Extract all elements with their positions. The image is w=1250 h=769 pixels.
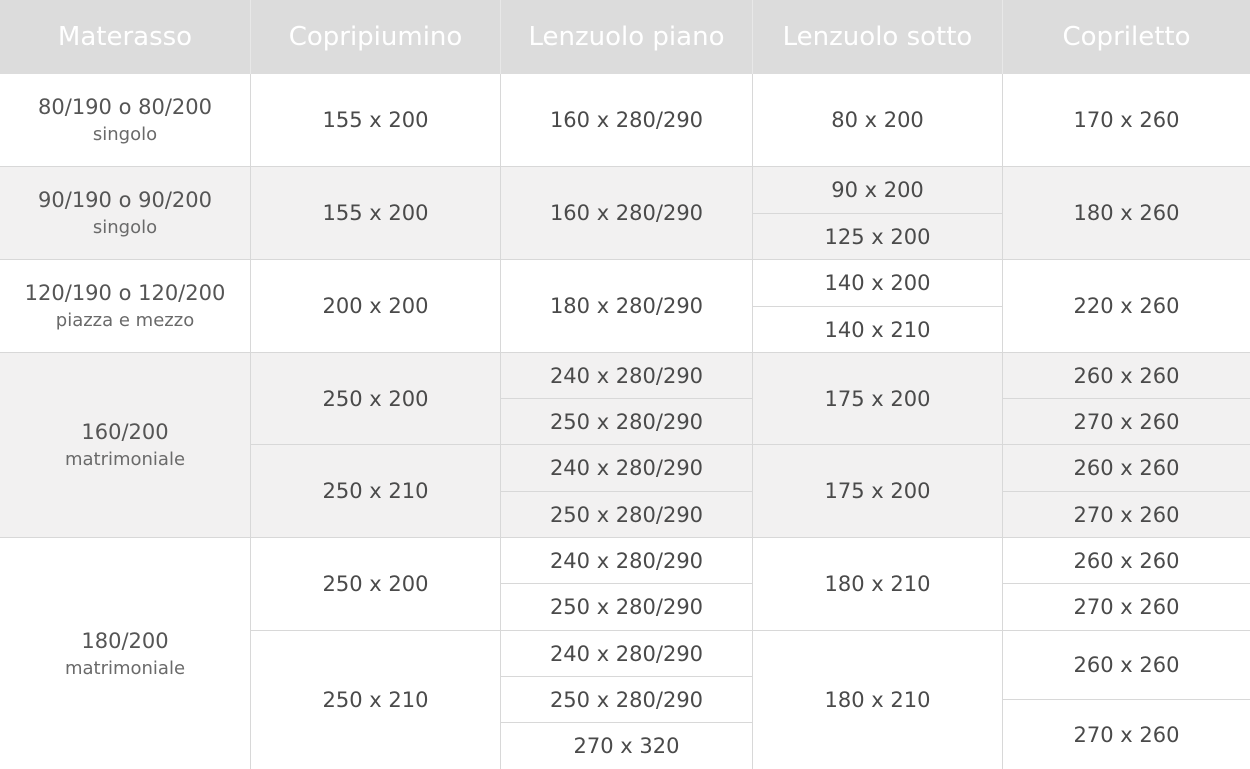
header-materasso: Materasso [0, 0, 251, 74]
copriletto-cell: 270 x 260 [1003, 492, 1250, 538]
lenzuolo-sotto-cell: 140 x 210 [753, 307, 1003, 353]
lenzuolo-piano-cell: 240 x 280/290 [501, 538, 753, 584]
lenzuolo-piano-cell: 160 x 280/290 [501, 74, 753, 167]
materasso-size: 80/190 o 80/200 [38, 95, 212, 119]
lenzuolo-sotto-cell: 175 x 200 [753, 445, 1003, 538]
lenzuolo-piano-cell: 270 x 320 [501, 723, 753, 769]
materasso-type: singolo [92, 217, 158, 238]
copriletto-cell: 180 x 260 [1003, 167, 1250, 260]
header-copripiumino: Copripiumino [251, 0, 501, 74]
lenzuolo-sotto-cell: 80 x 200 [753, 74, 1003, 167]
lenzuolo-sotto-cell: 180 x 210 [753, 631, 1003, 769]
copriletto-cell: 220 x 260 [1003, 260, 1250, 353]
copriletto-cell: 260 x 260 [1003, 445, 1250, 492]
materasso-size: 160/200 [81, 420, 169, 444]
lenzuolo-sotto-cell: 175 x 200 [753, 353, 1003, 445]
lenzuolo-sotto-cell: 90 x 200 [753, 167, 1003, 214]
lenzuolo-piano-cell: 250 x 280/290 [501, 677, 753, 723]
materasso-cell [0, 167, 251, 260]
materasso-cell [0, 260, 251, 353]
copriletto-cell: 260 x 260 [1003, 631, 1250, 700]
materasso-type: matrimoniale [64, 449, 186, 470]
lenzuolo-sotto-cell: 125 x 200 [753, 214, 1003, 260]
materasso-type: piazza e mezzo [55, 310, 195, 331]
lenzuolo-piano-cell: 250 x 280/290 [501, 584, 753, 631]
copripiumino-cell: 250 x 210 [251, 631, 501, 769]
lenzuolo-piano-cell: 240 x 280/290 [501, 631, 753, 677]
copripiumino-cell: 200 x 200 [251, 260, 501, 353]
copriletto-cell: 260 x 260 [1003, 353, 1250, 399]
copripiumino-cell: 250 x 200 [251, 538, 501, 631]
header-lenzuolo-piano: Lenzuolo piano [501, 0, 753, 74]
copriletto-cell: 170 x 260 [1003, 74, 1250, 167]
lenzuolo-sotto-cell: 140 x 200 [753, 260, 1003, 307]
copripiumino-cell: 155 x 200 [251, 167, 501, 260]
lenzuolo-piano-cell: 160 x 280/290 [501, 167, 753, 260]
materasso-type: matrimoniale [64, 657, 186, 679]
materasso-type: singolo [92, 124, 158, 145]
copriletto-cell: 270 x 260 [1003, 584, 1250, 631]
copripiumino-cell: 155 x 200 [251, 74, 501, 167]
copriletto-cell: 260 x 260 [1003, 538, 1250, 584]
lenzuolo-piano-cell: 250 x 280/290 [501, 399, 753, 445]
materasso-cell [0, 74, 251, 167]
lenzuolo-piano-cell: 180 x 280/290 [501, 260, 753, 353]
lenzuolo-piano-cell: 250 x 280/290 [501, 492, 753, 538]
copripiumino-cell: 250 x 200 [251, 353, 501, 445]
materasso-size: 90/190 o 90/200 [38, 188, 212, 212]
lenzuolo-sotto-cell: 180 x 210 [753, 538, 1003, 631]
materasso-size: 120/190 o 120/200 [24, 281, 226, 305]
copripiumino-cell: 250 x 210 [251, 445, 501, 538]
lenzuolo-piano-cell: 240 x 280/290 [501, 353, 753, 399]
copriletto-cell: 270 x 260 [1003, 399, 1250, 445]
materasso-cell [0, 538, 251, 769]
header-copriletto: Copriletto [1003, 0, 1250, 74]
lenzuolo-piano-cell: 240 x 280/290 [501, 445, 753, 492]
materasso-size: 180/200 [81, 628, 169, 653]
materasso-cell [0, 353, 251, 538]
copriletto-cell: 270 x 260 [1003, 700, 1250, 769]
header-lenzuolo-sotto: Lenzuolo sotto [753, 0, 1003, 74]
